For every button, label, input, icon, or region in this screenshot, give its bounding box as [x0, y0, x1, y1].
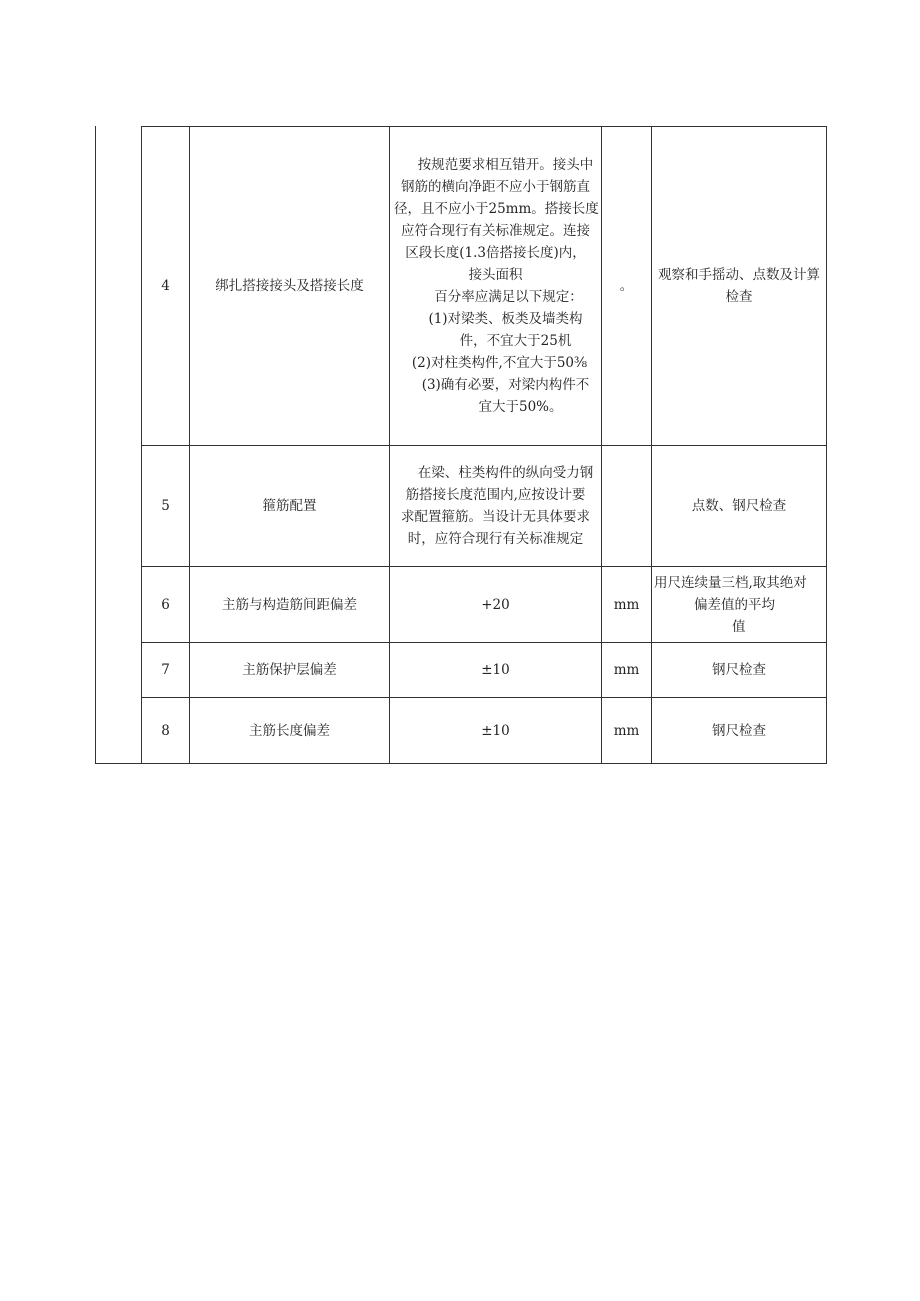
item-number: 7 — [142, 643, 190, 698]
requirement-cell: ±10 — [390, 643, 602, 698]
method-cell — [652, 567, 827, 643]
requirement-cell — [390, 446, 602, 567]
method-line: 值 — [732, 618, 746, 635]
method-cell: 钢尺检查 — [652, 643, 827, 698]
requirement-line: 钢筋的横向净距不应小于钢筋直 — [401, 179, 590, 195]
unit-cell — [602, 446, 652, 567]
requirement-line: 百分率应满足以下规定： — [434, 289, 583, 305]
requirement-line: 宜大于50%。 — [478, 399, 563, 415]
requirement-cell: +20 — [390, 567, 602, 643]
table-row — [142, 643, 827, 698]
unit-cell: mm — [602, 643, 652, 698]
requirement-line: 时，应符合现行有关标准规定 — [407, 531, 584, 547]
requirement-line: 区段长度(1.3倍搭接长度)内， — [405, 245, 586, 261]
unit-cell: mm — [602, 698, 652, 764]
item-name: 主筋与构造筋间距偏差 — [190, 567, 390, 643]
requirement-line: (3)确有必要，对梁内构件不 — [421, 377, 590, 393]
requirement-line: 在梁、柱类构件的纵向受力钢 — [417, 465, 594, 481]
item-number: 5 — [142, 446, 190, 567]
item-name: 主筋保护层偏差 — [190, 643, 390, 698]
method-cell: 观察和手摇动、点数及计算检查 — [652, 127, 827, 446]
table-row — [142, 567, 827, 643]
method-line: 偏差值的平均 — [694, 596, 775, 613]
requirement-line: 按规范要求相互错开。接头中 — [417, 157, 594, 173]
unit-cell: 。 — [602, 127, 652, 446]
requirement-line: 径，且不应小于25mm。搭接长度 — [394, 201, 599, 217]
table-row — [142, 446, 827, 567]
item-name: 主筋长度偏差 — [190, 698, 390, 764]
inspection-table — [141, 126, 827, 764]
requirement-cell: ±10 — [390, 698, 602, 764]
requirement-line: 求配置箍筋。当设计无具体要求 — [401, 509, 590, 525]
item-number: 8 — [142, 698, 190, 764]
requirement-line: 应符合现行有关标准规定。连接 — [401, 223, 590, 239]
requirement-line: (2)对柱类构件,不宜大于50⅜ — [411, 355, 588, 371]
table-row — [142, 698, 827, 764]
requirement-line: 接头面积 — [468, 267, 523, 283]
method-line: 用尺连续量三档,取其绝对 — [654, 574, 807, 591]
requirement-line: 件，不宜大于25机 — [459, 333, 572, 349]
method-cell: 点数、钢尺检查 — [652, 446, 827, 567]
item-number: 4 — [142, 127, 190, 446]
inspection-table-frame — [95, 126, 825, 764]
requirement-cell — [390, 127, 602, 446]
table-row — [142, 127, 827, 446]
unit-cell: mm — [602, 567, 652, 643]
item-number: 6 — [142, 567, 190, 643]
method-cell: 钢尺检查 — [652, 698, 827, 764]
requirement-line: 筋搭接长度范围内,应按设计要 — [405, 487, 586, 503]
item-name: 箍筋配置 — [190, 446, 390, 567]
item-name: 绑扎搭接接头及搭接长度 — [190, 127, 390, 446]
requirement-line: (1)对梁类、板类及墙类构 — [428, 311, 583, 327]
